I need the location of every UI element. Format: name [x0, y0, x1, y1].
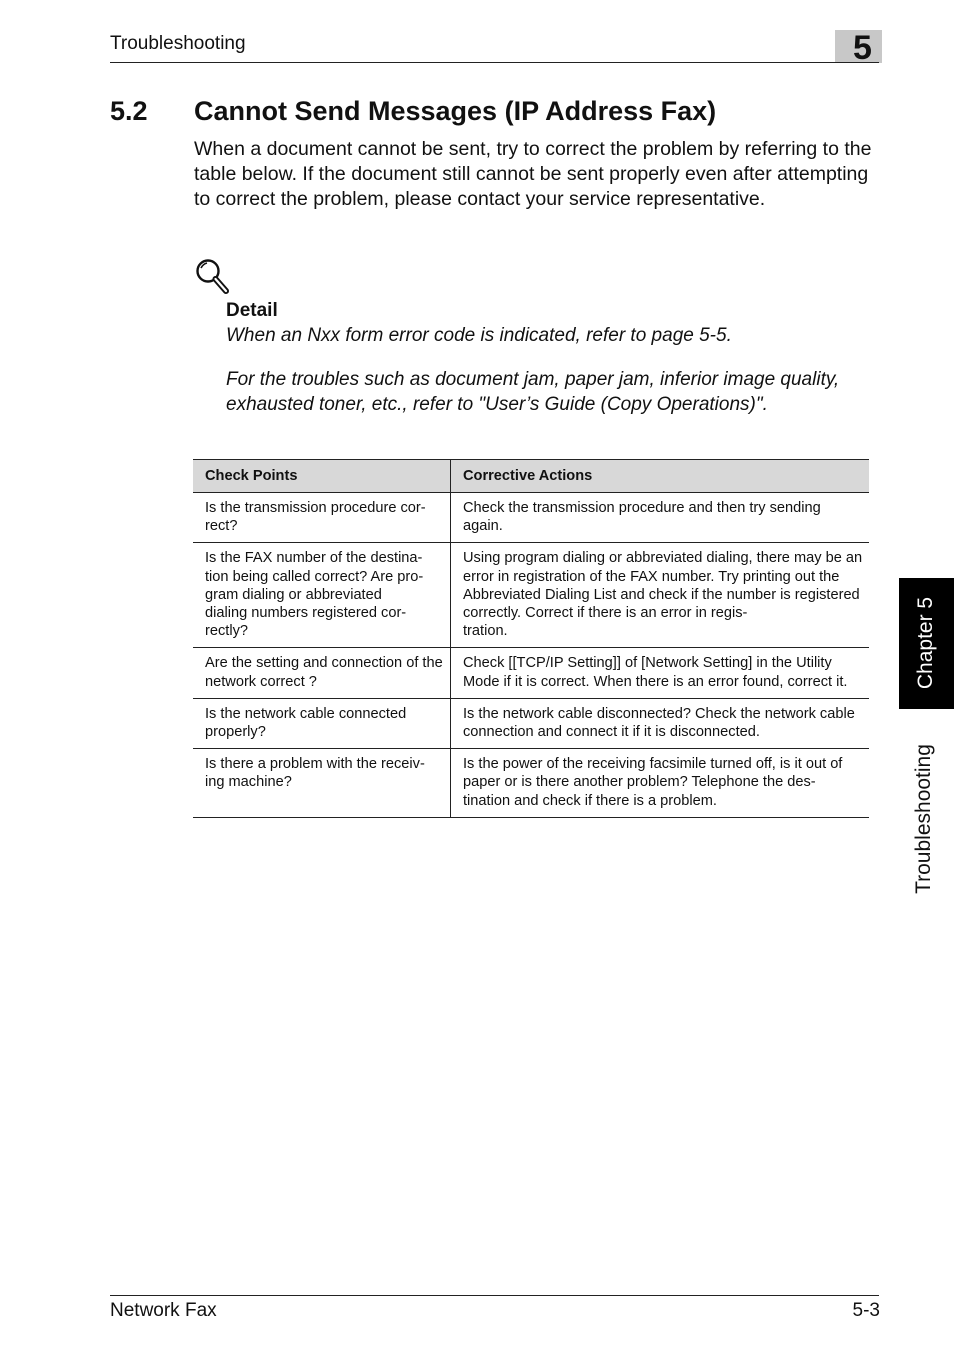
column-header-check-points: Check Points: [193, 460, 451, 493]
corrective-action-cell: Is the power of the receiving facsimile turned off, is it out of paper or is there another problem? Telephone the des- tination and check if there is a problem.: [451, 749, 870, 818]
footer-manual-title: Network Fax: [110, 1300, 217, 1321]
table-row: [193, 493, 869, 543]
corrective-action-cell: Using program dialing or abbreviated dialing, there may be an error in registration of the FAX number. Try printing out the Abbreviated Dialing List and check if the number is registered correctly. Correct if there is an error in regis- tration.: [451, 543, 870, 648]
footer-rule: [110, 1295, 879, 1296]
corrective-action-cell: Is the network cable disconnected? Check the network cable connection and connect it if it is disconnected.: [451, 698, 870, 748]
section-number: 5.2: [110, 96, 148, 126]
detail-note-2: For the troubles such as document jam, paper jam, inferior image quality, exhausted toner, etc., refer to "User’s Guide (Copy Operations)".: [226, 369, 840, 415]
check-point-cell: Is the transmission procedure cor- rect?: [193, 493, 451, 543]
check-point-cell: Are the setting and connection of the network correct ?: [193, 648, 451, 698]
check-point-cell: Is the network cable connected properly?: [193, 698, 451, 748]
footer-page-number: 5-3: [852, 1300, 880, 1321]
check-points-table: [193, 459, 869, 818]
magnifier-icon: [194, 258, 230, 296]
corrective-action-cell: Check [[TCP/IP Setting]] of [Network Setting] in the Utility Mode if it is correct. When there is an error found, correct it.: [451, 648, 870, 698]
detail-label: Detail: [226, 300, 278, 321]
side-tab-section-label: Troubleshooting: [912, 744, 935, 894]
header-title: Troubleshooting: [110, 33, 246, 54]
section-title: Cannot Send Messages (IP Address Fax): [194, 96, 717, 126]
table-row: [193, 698, 869, 748]
detail-note-1: When an Nxx form error code is indicated, refer to page 5-5.: [226, 325, 732, 346]
table-row: [193, 749, 869, 818]
column-header-corrective-actions: Corrective Actions: [451, 460, 870, 493]
check-point-cell: Is the FAX number of the destina- tion being called correct? Are pro- gram dialing or abbreviated dialing numbers registered cor- rectly?: [193, 543, 451, 648]
header-rule: [110, 62, 879, 63]
table-header-row: [193, 460, 869, 493]
intro-paragraph: When a document cannot be sent, try to correct the problem by referring to the table below. If the document still cannot be sent properly even after attempting to correct the problem, please contact your service representative.: [194, 138, 872, 210]
chapter-number: 5: [853, 29, 872, 67]
table-row: [193, 543, 869, 648]
side-tab-chapter-label: Chapter 5: [914, 596, 937, 690]
check-point-cell: Is there a problem with the receiv- ing machine?: [193, 749, 451, 818]
corrective-action-cell: Check the transmission procedure and then try sending again.: [451, 493, 870, 543]
table-row: [193, 648, 869, 698]
